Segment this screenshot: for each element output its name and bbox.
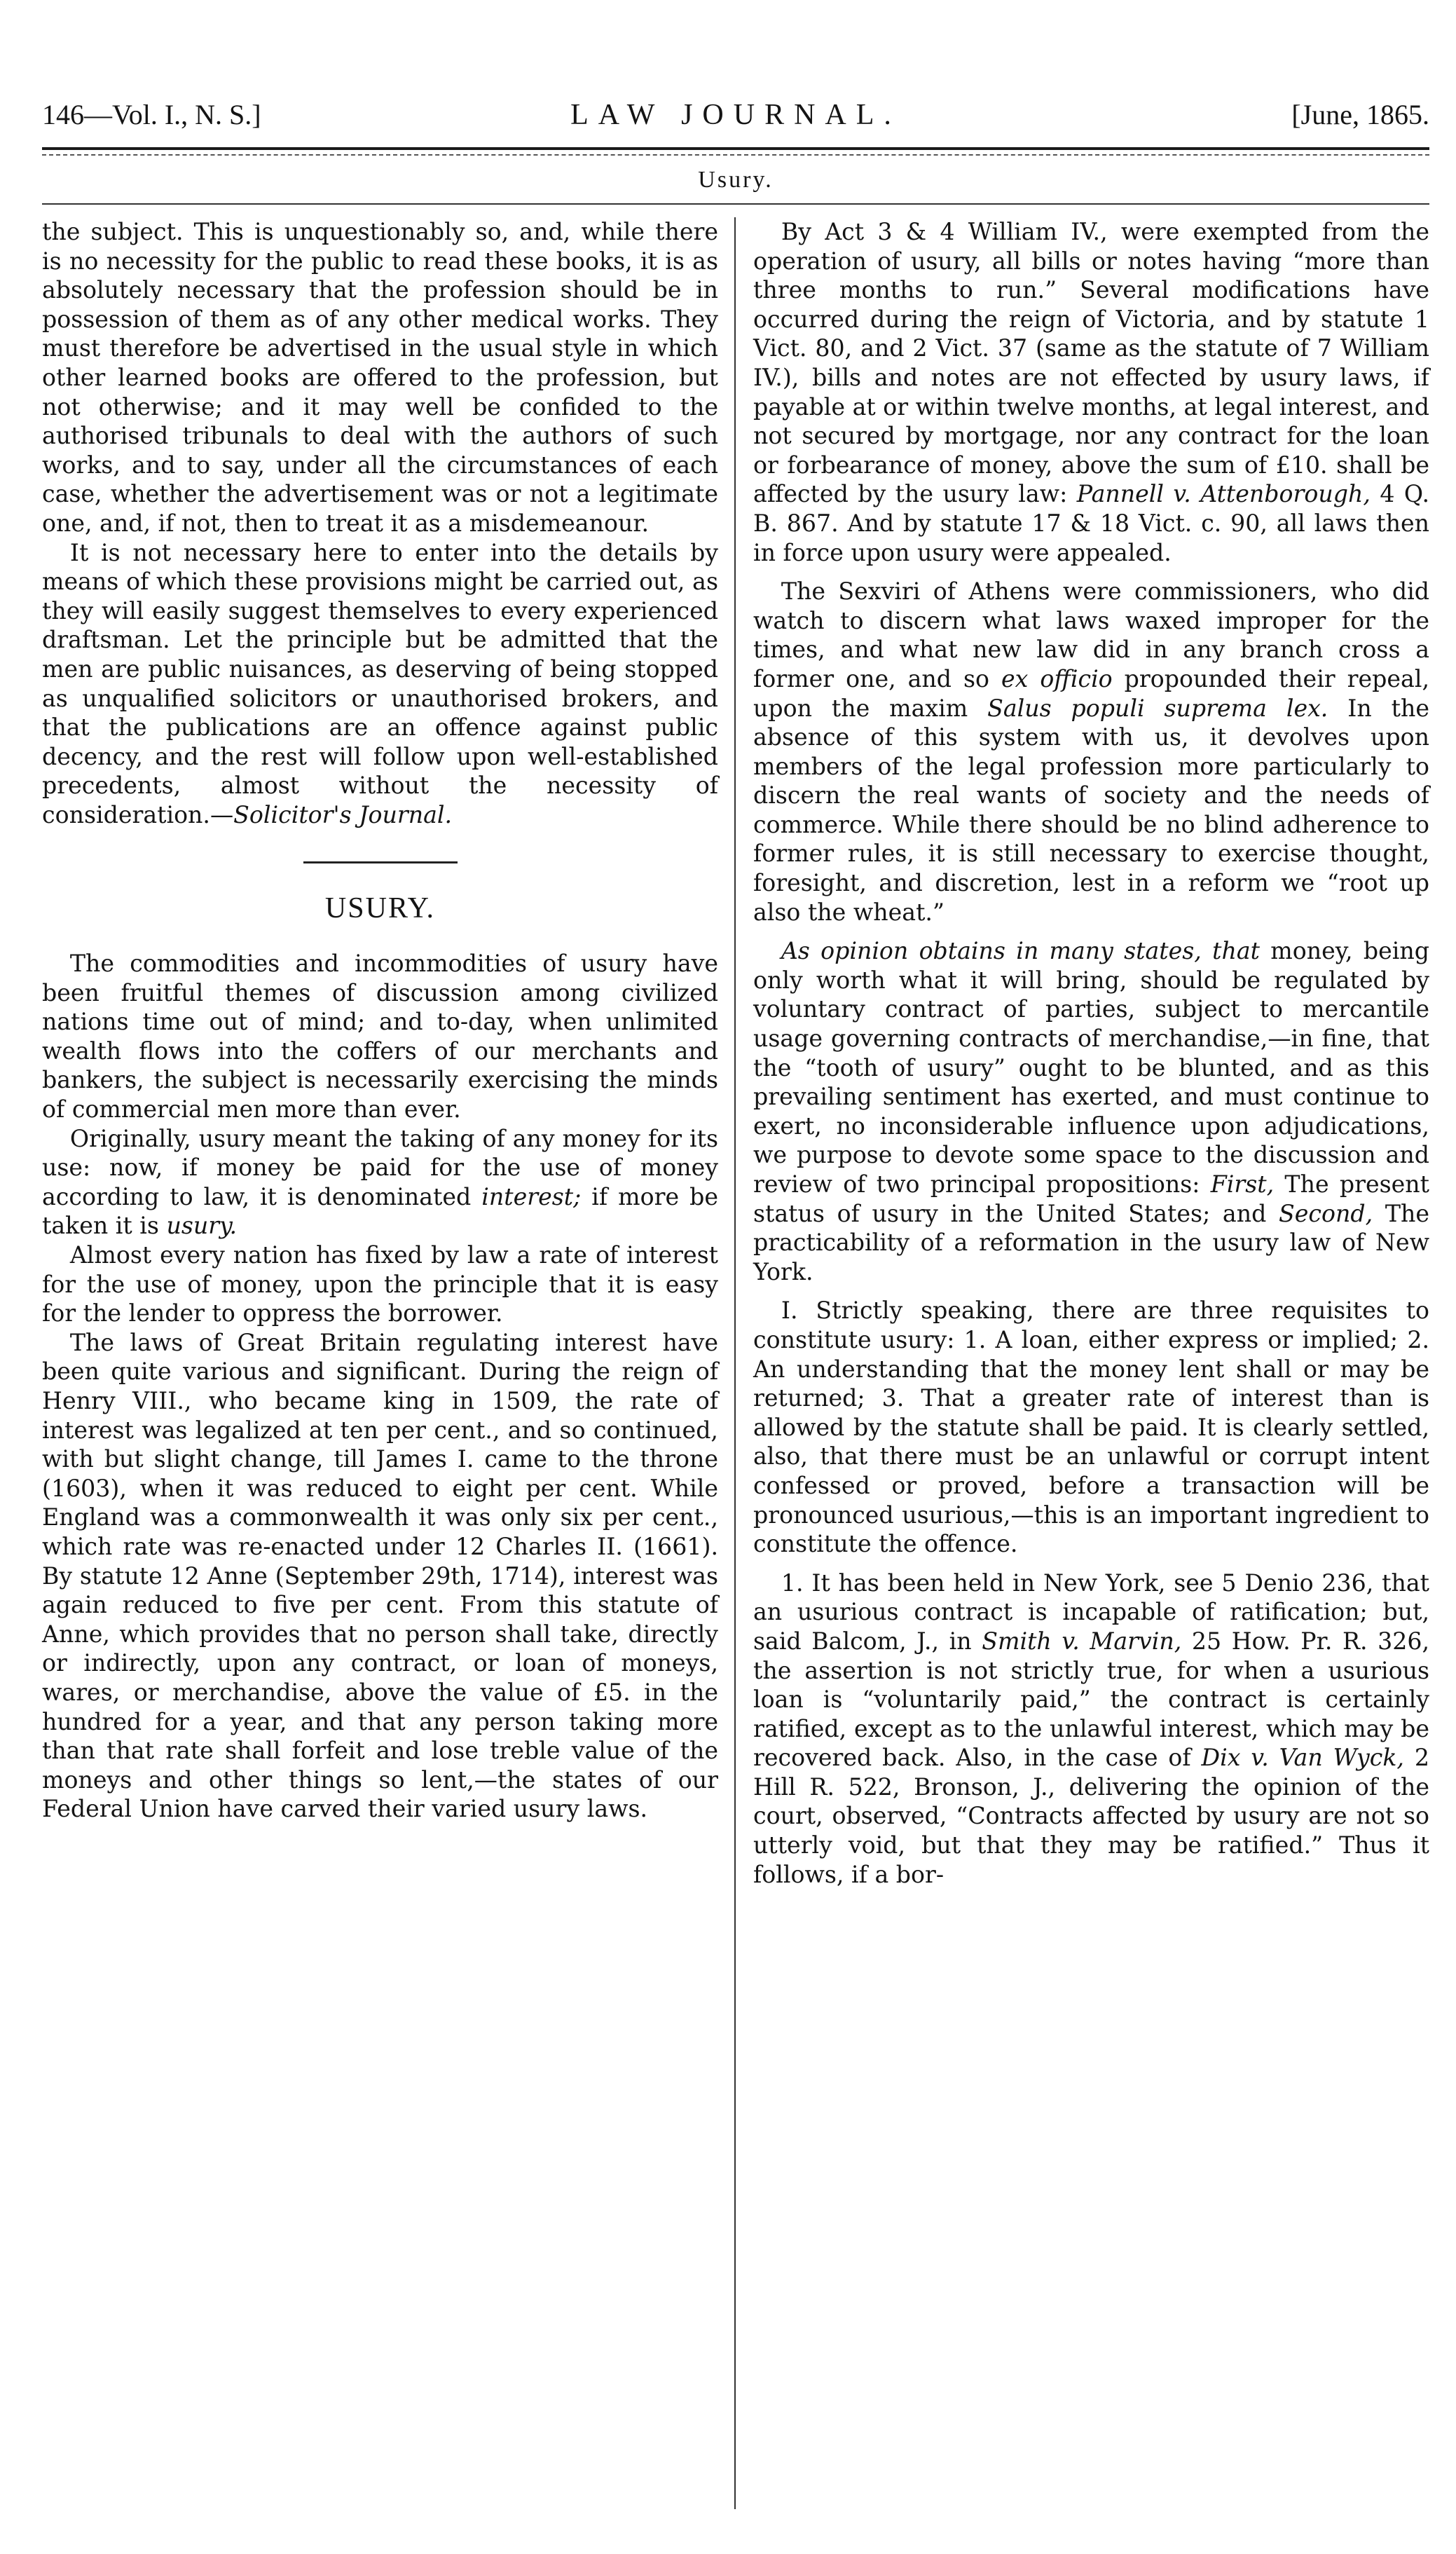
paragraph-sexviri [753, 577, 1429, 927]
term-first: First, [1210, 1170, 1275, 1198]
case-dix-van-wyck: Dix v. Van Wyck, [1201, 1744, 1404, 1772]
paragraph-usury-intro: The commodities and incommodities of usury have been fruitful themes of discussion among civilized nations time out of mind; and to-day, when unlimited wealth flows into the coffers of our merchants and bankers, the subject is necessarily exercising the minds of commercial men more than ever. [42, 950, 718, 1124]
paragraph-opinion [753, 936, 1429, 1286]
journal-page [42, 91, 1429, 2516]
page-volume-label: 146—Vol. I., N. S.] [42, 99, 261, 130]
opinion-text-a: money, being only worth what it will bring, should be regulated by voluntary contract of parties, subject to mercantile usage governing contracts of merchandise,—in fine, that the “tooth of usury” ought to be blunted, and as this prevailing sentiment has exerted, and must continue to exert, no inconsiderable influence upon adjudications, we purpose to devote some space to the discussion and review of two principal propositions: [753, 937, 1429, 1198]
case-pannell: Pannell v. Attenborough, [1076, 480, 1371, 508]
running-head [42, 91, 1429, 140]
opinion-text-b: The present status of usury in the United States; and [753, 1170, 1429, 1227]
issue-date: [June, 1865. [1291, 99, 1429, 130]
case-smith-marvin: Smith v. Marvin, [982, 1627, 1182, 1655]
definition-text-a: Originally, usury meant the taking of any money for its use: now, if money be paid for the use of money according to law, it is denominated [42, 1124, 718, 1210]
sexviri-text-b: propounded their repeal, upon the maxim [753, 664, 1429, 722]
term-second: Second, [1279, 1199, 1373, 1227]
paragraph-drafting [42, 538, 718, 830]
term-usury: usury. [166, 1212, 238, 1240]
definition-text-b: if more be taken it is [42, 1182, 718, 1240]
sexviri-text-a: The Sexviri of Athens were commissioners, who did watch to discern what laws waxed improper for the times, and what new law did in any branch cross a former one, and so [753, 578, 1429, 692]
term-interest: interest; [481, 1182, 582, 1210]
paragraph-william-iv [753, 217, 1429, 567]
journal-title: LAW JOURNAL. [570, 99, 901, 131]
left-column [42, 217, 718, 1824]
source-attribution: Solicitor's Journal. [233, 800, 453, 828]
header-rule [42, 147, 1429, 150]
article-separator [303, 861, 458, 863]
ratification-text-c: 2 Hill R. 522, Bronson, J., delivering the opinion of the court, observed, “Contracts affected by usury are not so utterly void, but that they may be ratified.” Thus it follows, if a bor- [753, 1744, 1430, 1888]
paragraph-great-britain: The laws of Great Britain regulating interest have been quite various and significant. During the reign of Henry VIII., who became king in 1509, the rate of interest was legalized at ten per cent., and so continued, with but slight change, till James I. came to the throne (1603), when it was reduced to eight per cent. While England was a commonwealth it was only six per cent., which rate was re-enacted under 12 Charles II. (1661). By statute 12 Anne (September 29th, 1714), interest was again reduced to five per cent. From this statute of Anne, which provides that no person shall take, directly or indirectly, upon any contract, or loan of moneys, wares, or merchandise, above the value of £5. in the hundred for a year, and that any person taking more than that rate shall forfeit and lose treble value of the moneys and other things so lent,—the states of our Federal Union have carved their varied usury laws. [42, 1328, 718, 1823]
term-ex-officio: ex officio [1001, 664, 1113, 692]
right-column [753, 217, 1429, 1889]
paragraph-usury-definition [42, 1124, 718, 1241]
ratification-text-b: 25 How. Pr. R. 326, the assertion is not strictly true, for when a usurious loan is “voluntarily paid,” the contract is certainly ratified, except as to the unlawful interest, which may be recovered back. Also, in the case of [753, 1627, 1429, 1772]
latin-maxim: Salus populi suprema lex. [987, 694, 1328, 722]
paragraph-requisites: I. Strictly speaking, there are three requisites to constitute usury: 1. A loan, either express or implied; 2. An understanding that the money lent shall or may be returned; 3. That a greater rate of interest than is allowed by the statute shall be paid. It is clearly settled, also, that there must be an unlawful or corrupt intent confessed or proved, before a transaction will be pronounced usurious,—this is an important ingredient to constitute the offence. [753, 1297, 1429, 1558]
william-text-a: By Act 3 & 4 William IV., were exempted from the operation of usury, all bills or notes having “more than three months to run.” Several modifications have occurred during the reign of Victoria, and by statute 1 Vict. 80, and 2 Vict. 37 (same as the statute of 7 William IV.), bills and notes are not effected by usury laws, if payable at or within twelve months, at legal interest, and not secured by mortgage, nor any contract for the loan or forbearance of money, above the sum of £10. shall be affected by the usury law: [753, 218, 1430, 508]
sexviri-text-c: In the absence of this system with us, it devolves upon members of the legal profession more particularly to discern the real wants of society and the needs of commerce. While there should be no blind adherence to former rules, it is still necessary to exercise thought, foresight, and discretion, lest in a reform we “root up also the wheat.” [753, 694, 1429, 926]
opinion-italic: As opinion obtains in many states, that [781, 937, 1260, 965]
paragraph-drafting-text: It is not necessary here to enter into the details by means of which these provisions might be carried out, as they will easily suggest themselves to every experienced draftsman. Let the principle but be admitted that the men are public nuisances, as deserving of being stopped as unqualified solicitors or unauthorised brokers, and that the publications are an offence against public decency, and the rest will follow upon well-established precedents, almost without the necessity of consideration.— [42, 538, 718, 828]
paragraph-rate-fixed: Almost every nation has fixed by law a rate of interest for the use of money, upon the principle that it is easy for the lender to oppress the borrower. [42, 1241, 718, 1327]
william-text-b: 4 Q. B. 867. And by statute 17 & 18 Vict. c. 90, all laws then in force upon usury were appealed. [753, 480, 1429, 566]
section-rule [42, 203, 1429, 205]
section-heading: Usury. [698, 167, 774, 193]
ratification-text-a: 1. It has been held in New York, see 5 Denio 236, that an usurious contract is incapable of ratification; but, said Balcom, J., in [753, 1569, 1429, 1655]
paragraph-ratification [753, 1569, 1429, 1890]
opinion-text-c: The practicability of a reformation in the usury law of New York. [753, 1199, 1429, 1285]
column-divider [734, 217, 736, 2509]
paragraph-continuation: the subject. This is unquestionably so, and, while there is no necessity for the public to read these books, it is as absolutely necessary that the profession should be in possession of them as of any other medical works. They must therefore be advertised in the usual style in which other learned books are offered to the profession, but not otherwise; and it may well be confided to the authorised tribunals to deal with the authors of such works, and to say, under all the circumstances of each case, whether the advertisement was or not a legitimate one, and, if not, then to treat it as a misdemeanour. [42, 218, 718, 537]
header-rule-dashed [42, 154, 1429, 156]
article-title: USURY. [324, 892, 436, 925]
